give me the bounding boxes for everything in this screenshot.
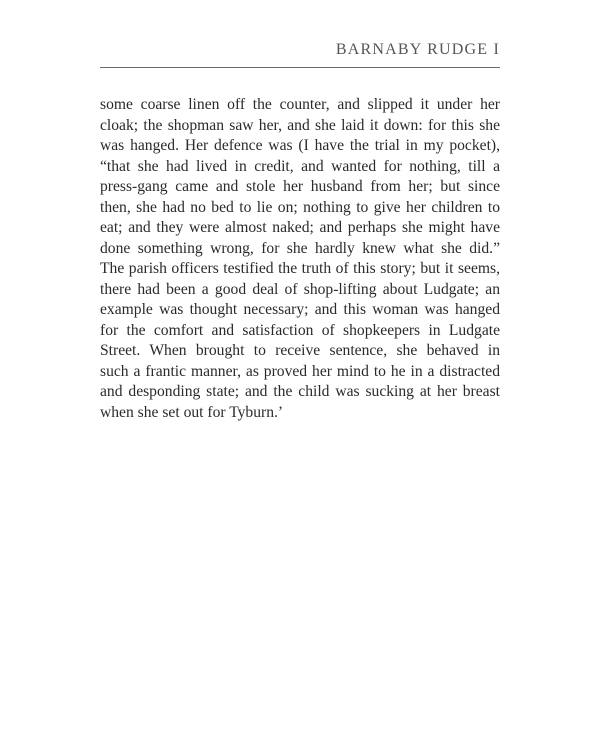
body-text [100,95,500,423]
running-head: BARNABY RUDGE I [335,41,500,58]
text-line: such a frantic manner, as proved her mind to he in a distracted [100,362,500,380]
text-line: eat; and they were almost naked; and perhaps she might have [100,219,500,236]
text-line: was hanged. Her defence was (I have the trial in my pocket), [100,137,500,154]
text-line: press-gang came and stole her husband from her; but since [100,178,500,195]
text-line: cloak; the shopman saw her, and she laid it down: for this she [100,116,500,134]
text-line: The parish officers testified the truth of this story; but it seems, [100,260,500,277]
text-line: some coarse linen off the counter, and slipped it under her [100,96,500,113]
text-line: when she set out for Tyburn.’ [100,403,284,421]
header-rule [100,67,500,68]
text-line: Street. When brought to receive sentence, she behaved in [100,342,500,359]
text-line: then, she had no bed to lie on; nothing to give her children to [100,198,500,216]
text-line: example was thought necessary; and this woman was hanged [100,301,500,318]
text-line: for the comfort and satisfaction of shopkeepers in Ludgate [100,321,500,339]
text-line: “that she had lived in credit, and wanted for nothing, till a [100,157,500,175]
text-line: there had been a good deal of shop-lifting about Ludgate; an [100,280,500,298]
text-line: done something wrong, for she hardly knew what she did.” [100,239,500,257]
text-line: and desponding state; and the child was sucking at her breast [100,383,500,400]
